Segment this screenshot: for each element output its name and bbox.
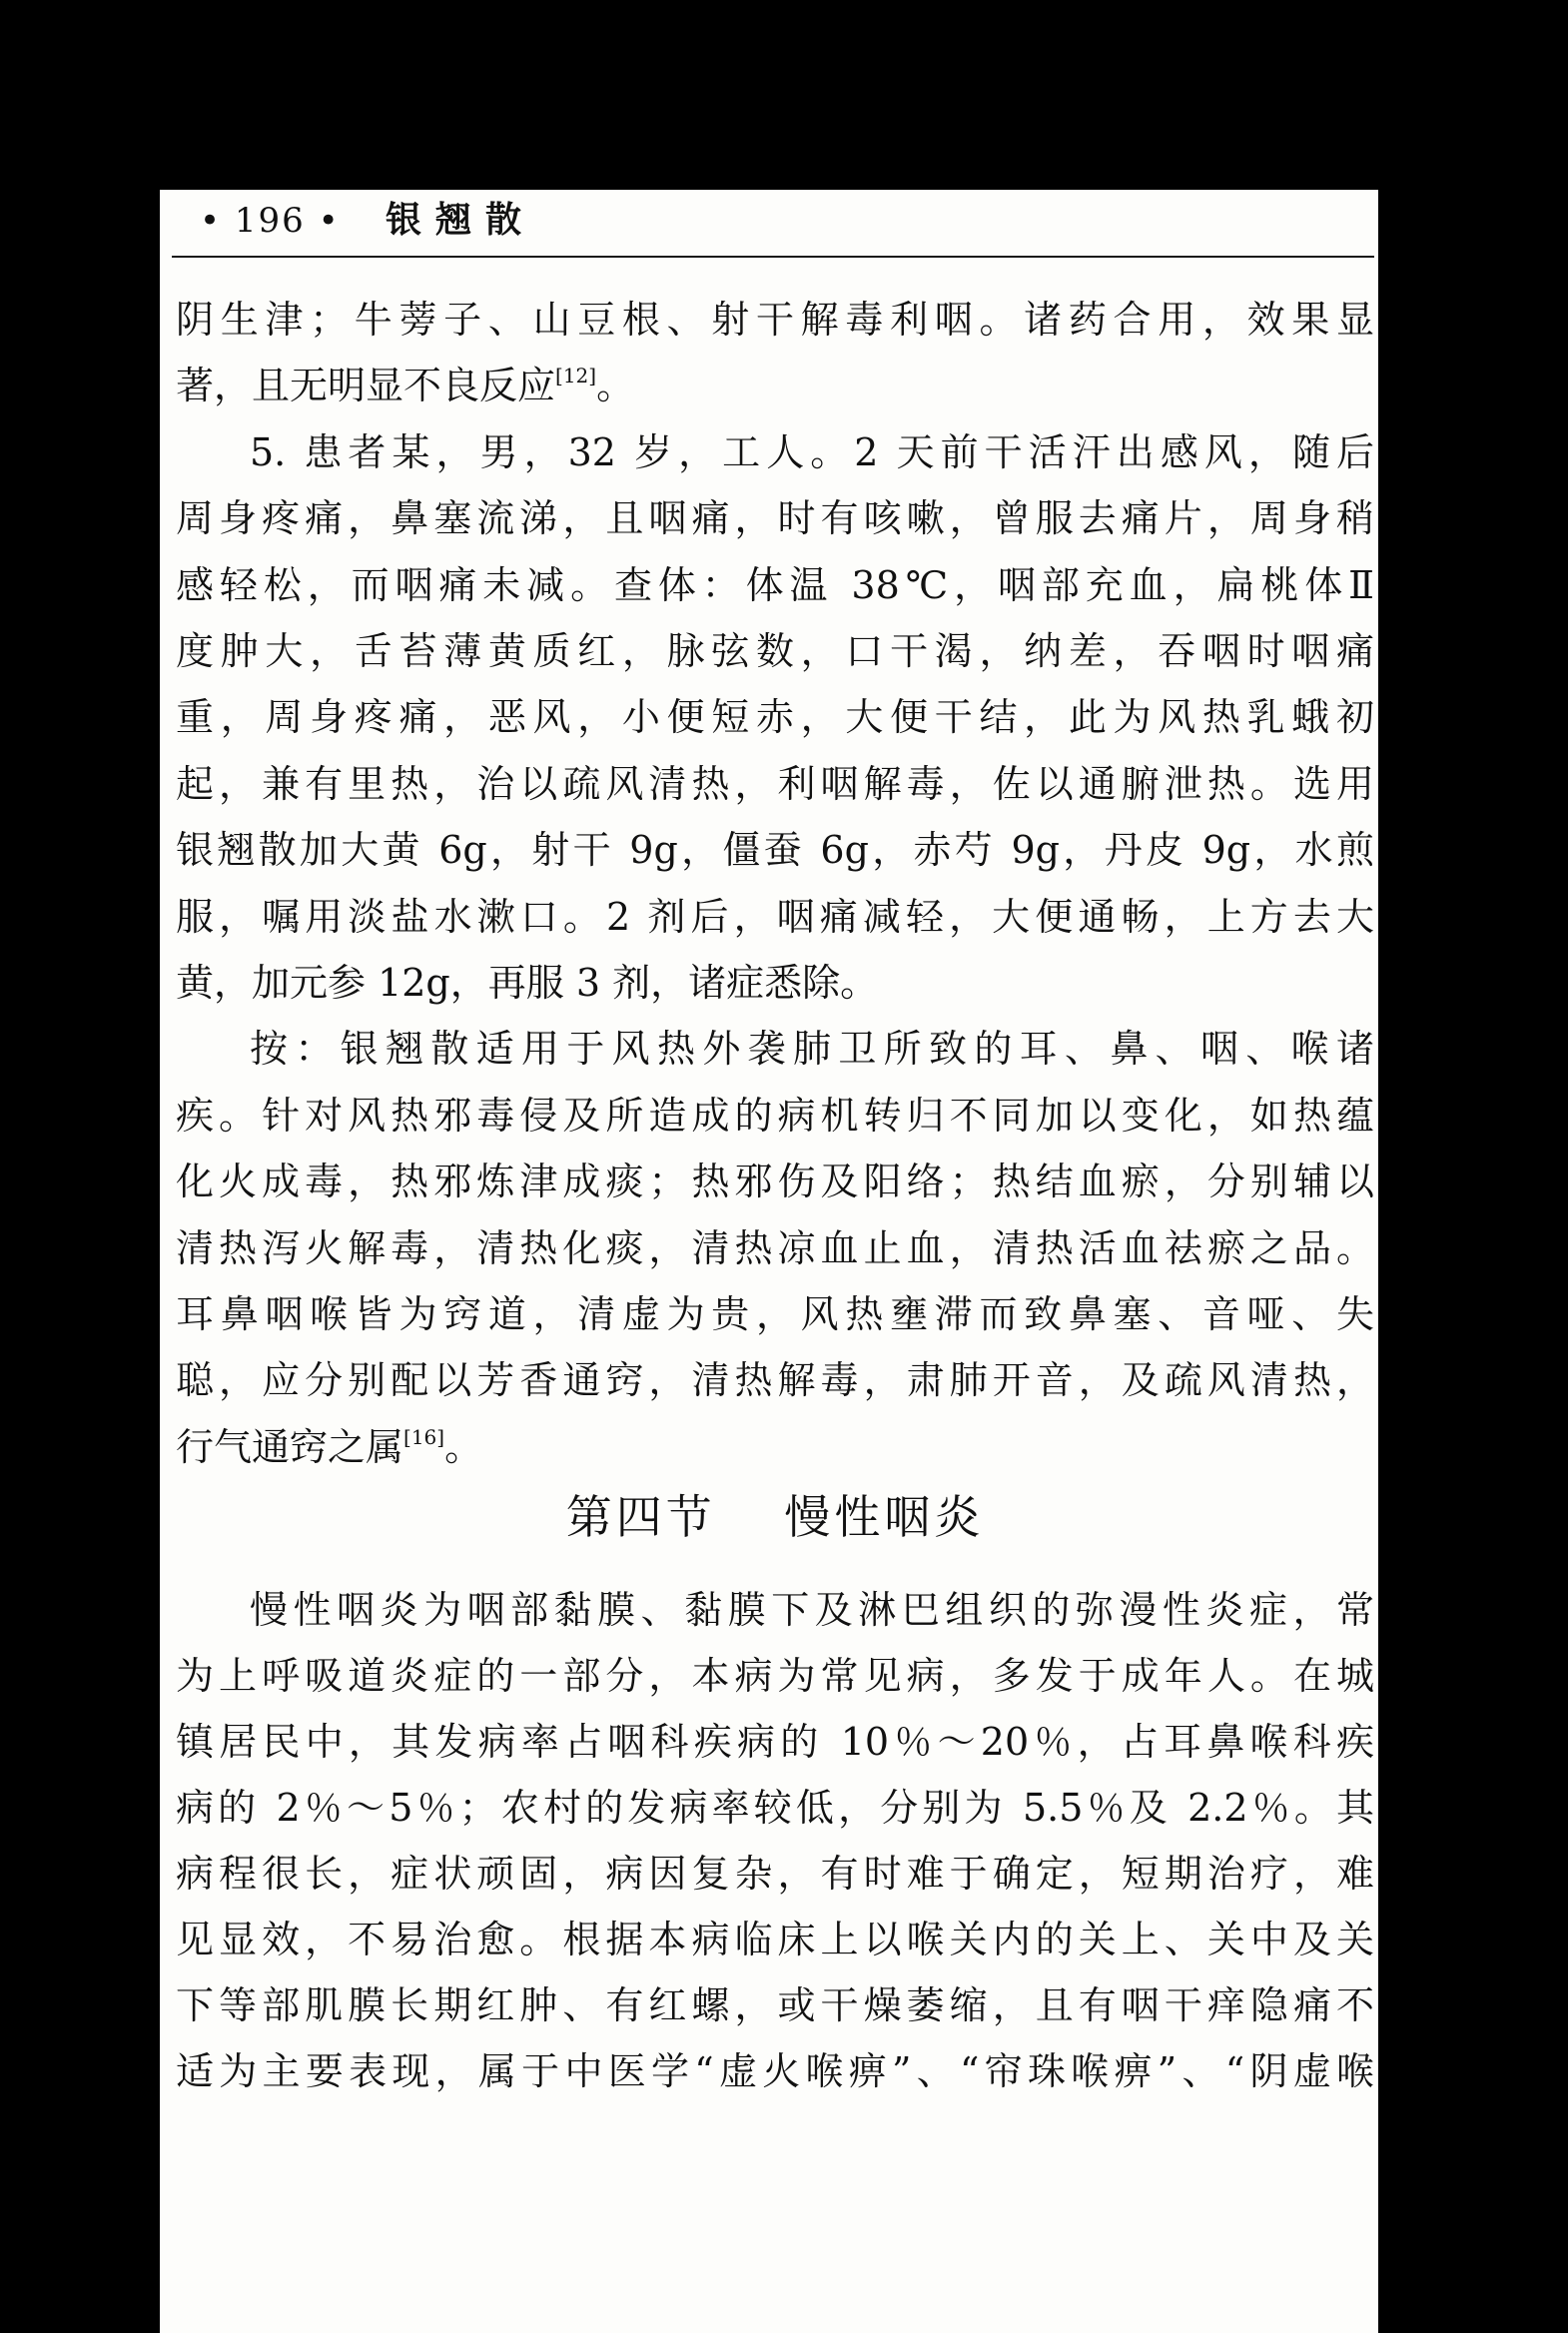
line-text: 清热泻火解毒，清热化痰，清热凉血止血，清热活血祛瘀之品。 xyxy=(176,1225,1374,1270)
text-line xyxy=(176,1218,1374,1278)
line-tail: 。 xyxy=(596,364,635,408)
text-line xyxy=(176,1152,1374,1211)
line-text: 化火成毒，热邪炼津成痰；热邪伤及阳络；热结血瘀，分别辅以 xyxy=(176,1160,1374,1204)
text-line xyxy=(176,953,1374,1013)
line-text: 起，兼有里热，治以疏风清热，利咽解毒，佐以通腑泄热。选用 xyxy=(176,761,1374,806)
line-text: 慢性咽炎为咽部黏膜、黏膜下及淋巴组织的弥漫性炎症，常 xyxy=(250,1588,1374,1632)
line-text: 聪，应分别配以芳香通窍，清热解毒，肃肺开音，及疏风清热， xyxy=(176,1358,1374,1403)
line-text: 疾。针对风热邪毒侵及所造成的病机转归不同加以变化，如热蕴 xyxy=(176,1093,1374,1138)
text-line xyxy=(250,1019,1374,1079)
text-line xyxy=(176,1778,1374,1838)
line-text: 见显效，不易治愈。根据本病临床上以喉关内的关上、关中及关 xyxy=(176,1918,1374,1961)
text-line xyxy=(176,356,1374,415)
line-text: 下等部肌膜长期红肿、有红螺，或干燥萎缩，且有咽干痒隐痛不 xyxy=(176,1983,1374,2027)
text-line xyxy=(176,555,1374,615)
text-line xyxy=(176,687,1374,747)
line-text: 著，且无明显不良反应 xyxy=(176,364,556,408)
text-line xyxy=(250,422,1374,482)
text-line xyxy=(176,488,1374,548)
page-number: • 196 • xyxy=(200,201,341,241)
header-rule xyxy=(172,256,1374,258)
section-number: 第四节 xyxy=(565,1490,716,1544)
line-text: 行气通窍之属 xyxy=(176,1424,404,1469)
text-line xyxy=(176,1646,1374,1706)
line-text: 感轻松，而咽痛未减。查体：体温 38℃，咽部充血，扁桃体Ⅱ xyxy=(176,562,1374,607)
line-text: 耳鼻咽喉皆为窍道，清虚为贵，风热壅滞而致鼻塞、音哑、失 xyxy=(176,1292,1374,1336)
line-text: 重，周身疼痛，恶风，小便短赤，大便干结，此为风热乳蛾初 xyxy=(176,695,1374,740)
running-header xyxy=(200,198,1374,258)
text-line xyxy=(176,1910,1374,1969)
section-heading xyxy=(176,1482,1374,1552)
line-text: 镇居民中，其发病率占咽科疾病的 10％～20％，占耳鼻喉科疾 xyxy=(176,1720,1374,1764)
line-text: 银翘散加大黄 6g，射干 9g，僵蚕 6g，赤芍 9g，丹皮 9g，水煎 xyxy=(176,828,1374,873)
text-line xyxy=(176,621,1374,681)
line-text: 病程很长，症状顽固，病因复杂，有时难于确定，短期治疗，难 xyxy=(176,1852,1374,1896)
line-text: 周身疼痛，鼻塞流涕，且咽痛，时有咳嗽，曾服去痛片，周身稍 xyxy=(176,496,1374,541)
text-line xyxy=(176,1712,1374,1772)
citation-ref: [16] xyxy=(403,1424,445,1449)
text-line xyxy=(176,1284,1374,1344)
line-tail: 。 xyxy=(444,1424,483,1469)
line-text: 度肿大，舌苔薄黄质红，脉弦数，口干渴，纳差，吞咽时咽痛 xyxy=(176,629,1374,673)
text-line xyxy=(176,887,1374,947)
line-text: 病的 2％～5％；农村的发病率较低，分别为 5.5％及 2.2％。其 xyxy=(176,1786,1374,1830)
text-line xyxy=(176,1417,1374,1477)
text-line xyxy=(176,1975,1374,2035)
section-title: 慢性咽炎 xyxy=(784,1490,985,1544)
line-text: 为上呼吸道炎症的一部分，本病为常见病，多发于成年人。在城 xyxy=(176,1654,1374,1698)
text-line xyxy=(176,1350,1374,1410)
line-text: 阴生津；牛蒡子、山豆根、射干解毒利咽。诸药合用，效果显 xyxy=(176,298,1374,342)
running-title: 银翘散 xyxy=(386,199,536,241)
citation-ref: [12] xyxy=(555,364,597,389)
text-line xyxy=(176,290,1374,350)
line-text: 服，嘱用淡盐水漱口。2 剂后，咽痛减轻，大便通畅，上方去大 xyxy=(176,894,1374,939)
line-text: 5. 患者某，男，32 岁，工人。2 天前干活汗出感风，随后 xyxy=(250,429,1374,474)
text-line xyxy=(250,1580,1374,1640)
line-text: 按：银翘散适用于风热外袭肺卫所致的耳、鼻、咽、喉诸 xyxy=(250,1027,1374,1072)
text-line xyxy=(176,1844,1374,1904)
text-line xyxy=(176,1086,1374,1146)
text-line xyxy=(176,820,1374,880)
text-line xyxy=(176,754,1374,814)
line-text: 适为主要表现，属于中医学“虚火喉痹”、“帘珠喉痹”、“阴虚喉 xyxy=(176,2049,1374,2093)
line-text: 黄，加元参 12g，再服 3 剂，诸症悉除。 xyxy=(176,961,879,1005)
text-line xyxy=(176,2041,1374,2101)
